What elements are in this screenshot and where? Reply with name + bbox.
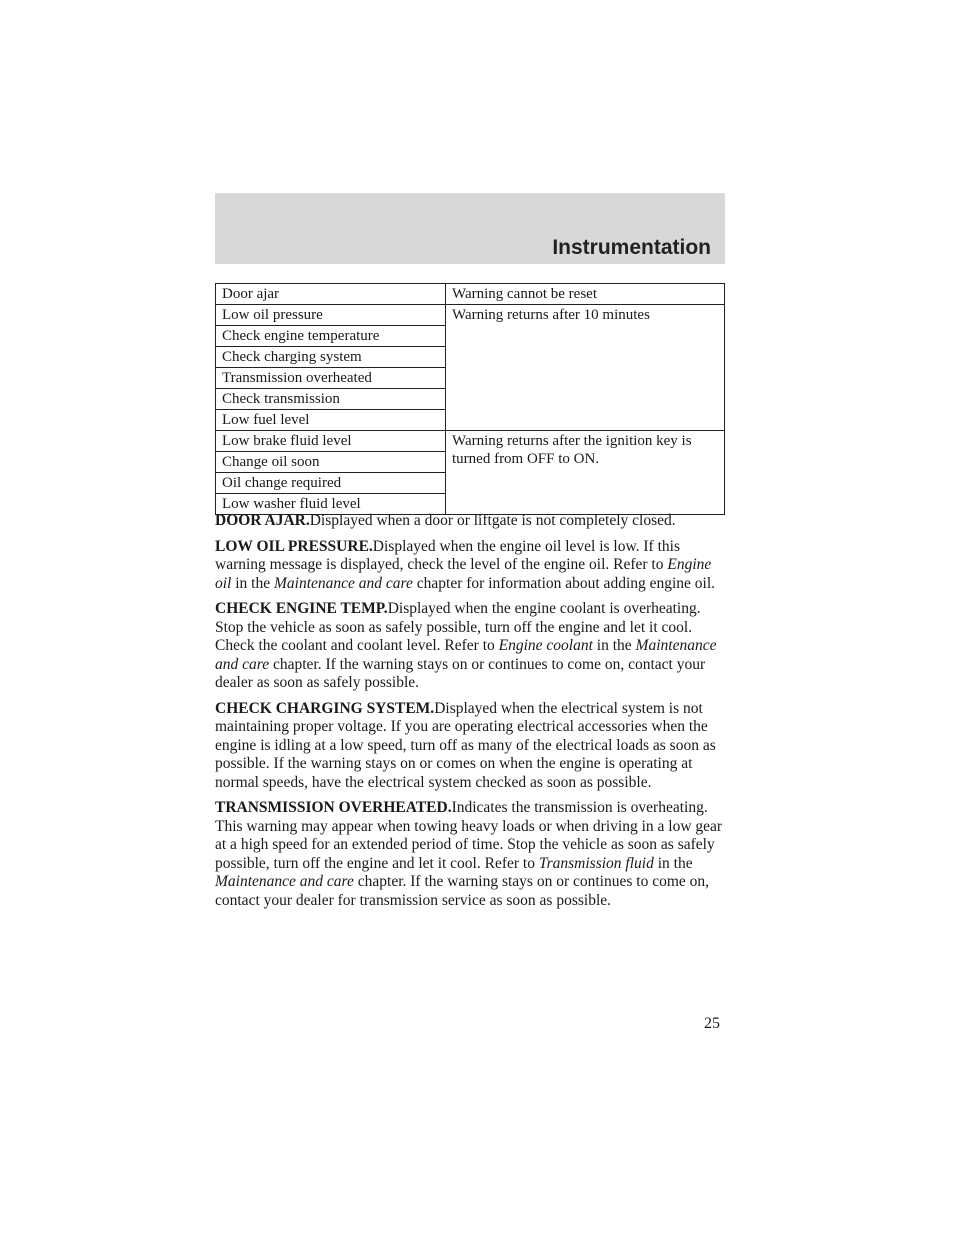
table-cell: Warning returns after 10 minutes: [446, 305, 725, 431]
paragraph-text: Displayed when the engine oil level is low. If this warning message is displayed, check the level of the engine oil. Refer to: [215, 537, 680, 573]
paragraph-text: chapter. If the warning stays on or continues to come on, contact your dealer as soon as safely possible.: [215, 655, 706, 691]
table-cell: Low brake fluid level: [216, 431, 446, 452]
reference-text: Maintenance and care: [215, 873, 354, 890]
paragraph-door-ajar: [215, 512, 730, 531]
paragraph-text: Displayed when a door or liftgate is not completely closed.: [309, 512, 676, 529]
table-cell: Check charging system: [216, 347, 446, 368]
header-band: [215, 193, 725, 264]
table-cell: Low washer fluid level: [216, 494, 446, 515]
paragraph-text: in the: [657, 854, 693, 872]
paragraph-check-engine-temp: [215, 600, 730, 693]
reference-text: Engine oil: [215, 556, 712, 592]
page-title: Instrumentation: [552, 236, 711, 259]
paragraph-text: Displayed when the engine coolant is overheating. Stop the vehicle as soon as safely possible, turn off the engine and let it cool. Check the coolant and coolant level. Refer to: [215, 600, 701, 654]
paragraph-low-oil-pressure: [215, 538, 730, 594]
table-cell: Change oil soon: [216, 452, 446, 473]
warning-table: [215, 283, 725, 515]
paragraph-text: chapter. If the warning stays on or continues to come on, contact your dealer for transmission service as soon as possible.: [215, 873, 710, 909]
paragraph-text: Displayed when the electrical system is not maintaining proper voltage. If you are operating electrical accessories when the engine is idling at a low speed, turn off as many of the electrical loads as soon as possible. If the warning stays on or comes on when the engine is operating at normal speeds, have the electrical system checked as soon as possible.: [215, 699, 716, 791]
table-cell: Low oil pressure: [216, 305, 446, 326]
reference-text: Maintenance and care: [215, 637, 717, 673]
table-cell: Transmission overheated: [216, 368, 446, 389]
paragraph-check-charging-system: [215, 700, 730, 793]
table-cell: Warning cannot be reset: [446, 284, 725, 305]
reference-text: Transmission fluid: [538, 854, 654, 872]
table-row: [216, 431, 725, 452]
paragraph-text: in the: [235, 574, 271, 592]
paragraph-text: Indicates the transmission is overheating. This warning may appear when towing heavy loads or when driving in a low gear at a high speed for an extended period of time. Stop the vehicle as soon as safely possible, turn off the engine and let it cool. Refer to: [215, 799, 723, 872]
table-cell: Check transmission: [216, 389, 446, 410]
table-cell: Door ajar: [216, 284, 446, 305]
section-heading: CHECK CHARGING SYSTEM.: [215, 699, 435, 717]
reference-text: Engine coolant: [498, 637, 593, 654]
section-heading: CHECK ENGINE TEMP.: [215, 600, 388, 617]
page-number: 25: [704, 1015, 720, 1032]
reference-text: Maintenance and care: [274, 574, 413, 592]
table-row: [216, 284, 725, 305]
table-cell: Check engine temperature: [216, 326, 446, 347]
paragraph-transmission-overheated: [215, 799, 730, 910]
section-heading: DOOR AJAR.: [215, 512, 310, 529]
table-cell: Warning returns after the ignition key is turned from OFF to ON.: [446, 431, 725, 515]
table-row: [216, 305, 725, 326]
section-heading: LOW OIL PRESSURE.: [215, 537, 373, 555]
paragraph-text: in the: [596, 637, 632, 654]
table-cell: Oil change required: [216, 473, 446, 494]
paragraph-text: chapter for information about adding engine oil.: [416, 574, 716, 592]
table-cell: Low fuel level: [216, 410, 446, 431]
body-text: [215, 512, 730, 917]
section-heading: TRANSMISSION OVERHEATED.: [215, 799, 452, 816]
